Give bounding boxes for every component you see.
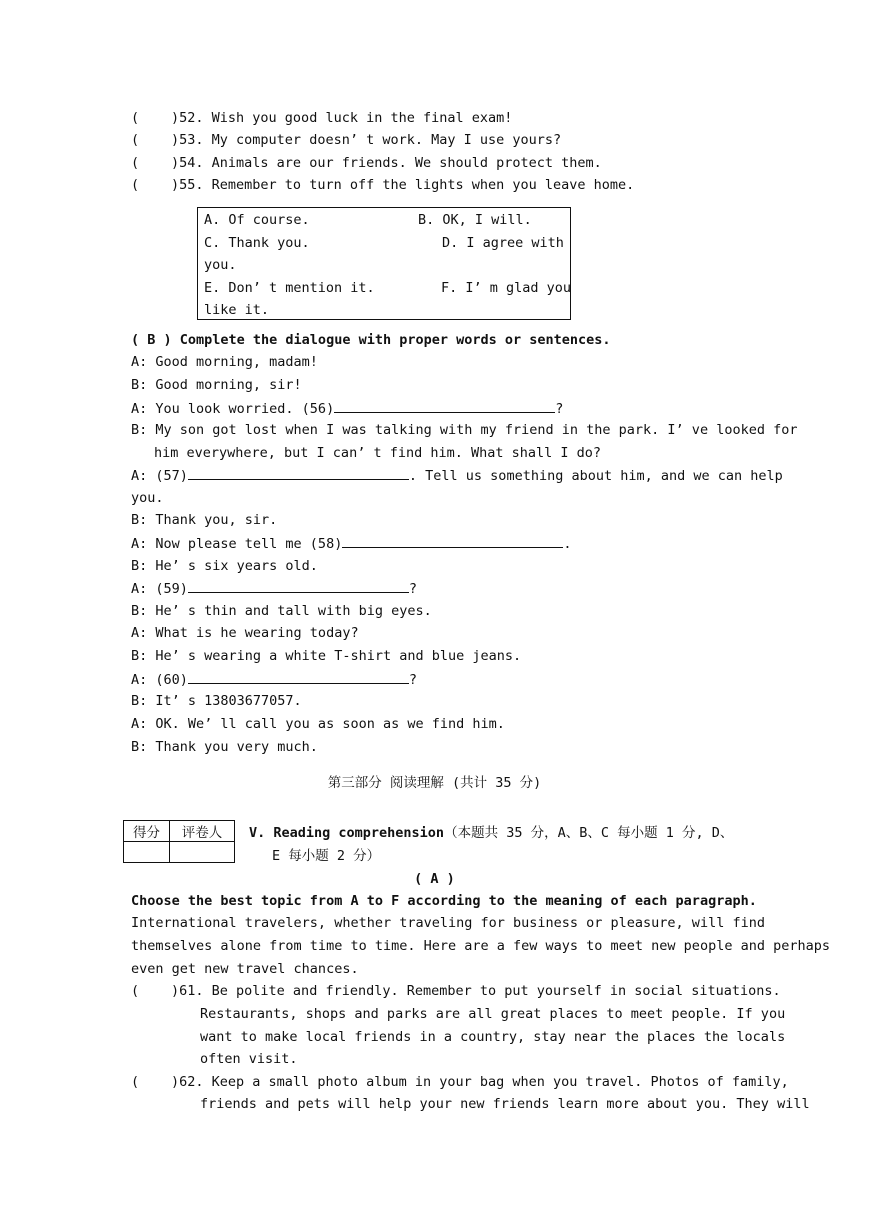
part-title: 第三部分 阅读理解 (共计 35 分) [327, 775, 542, 791]
option-d: D. I agree with [442, 235, 564, 251]
dialogue-line-59: A: (59) ? [131, 581, 418, 597]
dialogue-line-60: A: (60) ? [131, 672, 418, 688]
intro-line: even get new travel chances. [131, 961, 359, 977]
dialogue-line: B: Good morning, sir! [131, 377, 302, 393]
question-62: ( )62. Keep a small photo album in your bag when you travel. Photos of family, [131, 1074, 789, 1090]
option-e: E. Don’ t mention it. [204, 280, 375, 296]
score-table [123, 820, 235, 863]
intro-line: International travelers, whether traveling for business or pleasure, will find [131, 915, 765, 931]
grader-cell[interactable] [170, 842, 235, 863]
dialogue-line: B: He’ s six years old. [131, 558, 318, 574]
dialogue-line: you. [131, 490, 164, 506]
dialogue-line: A: What is he wearing today? [131, 625, 359, 641]
dialogue-line: A: OK. We’ ll call you as soon as we find him. [131, 716, 505, 732]
dialogue-line-57: A: (57) . Tell us something about him, and we can help [131, 468, 783, 484]
dialogue-line: B: It’ s 13803677057. [131, 693, 302, 709]
question-62-line: friends and pets will help your new friends learn more about you. They will [200, 1096, 810, 1112]
dialogue-line: him everywhere, but I can’ t find him. What shall I do? [154, 445, 602, 461]
answer-blank-59[interactable] [188, 579, 409, 593]
subsection-a: ( A ) [414, 871, 455, 887]
dialogue-line-56: A: You look worried. (56) ? [131, 401, 564, 417]
options-box [197, 207, 571, 320]
dialogue-line: B: Thank you very much. [131, 739, 318, 755]
question-52: ( )52. Wish you good luck in the final exam! [131, 110, 513, 126]
intro-line: themselves alone from time to time. Here are a few ways to meet new people and perhaps [131, 938, 830, 954]
instruction: Choose the best topic from A to F according to the meaning of each paragraph. [131, 893, 757, 909]
dialogue-line: A: Good morning, madam! [131, 354, 318, 370]
option-b: B. OK, I will. [418, 212, 532, 228]
dialogue-line: B: He’ s thin and tall with big eyes. [131, 603, 432, 619]
question-61-line: Restaurants, shops and parks are all great places to meet people. If you [200, 1006, 786, 1022]
section-b-heading: ( B ) Complete the dialogue with proper words or sentences. [131, 332, 611, 348]
dialogue-line: B: He’ s wearing a white T-shirt and blue jeans. [131, 648, 522, 664]
section-v-note: E 每小题 2 分） [272, 848, 381, 864]
option-a: A. Of course. [204, 212, 310, 228]
option-c: C. Thank you. [204, 235, 310, 251]
dialogue-line: B: My son got lost when I was talking with my friend in the park. I’ ve looked for [131, 422, 798, 438]
question-61: ( )61. Be polite and friendly. Remember to put yourself in social situations. [131, 983, 781, 999]
answer-blank-58[interactable] [342, 534, 563, 548]
grader-label: 评卷人 [170, 821, 235, 842]
score-label: 得分 [124, 821, 170, 842]
option-f-cont: like it. [204, 302, 270, 318]
option-d-cont: you. [204, 257, 237, 273]
question-54: ( )54. Animals are our friends. We should protect them. [131, 155, 602, 171]
answer-blank-60[interactable] [188, 670, 409, 684]
score-cell[interactable] [124, 842, 170, 863]
answer-blank-56[interactable] [334, 399, 555, 413]
dialogue-line: B: Thank you, sir. [131, 512, 278, 528]
question-61-line: often visit. [200, 1051, 298, 1067]
answer-blank-57[interactable] [188, 466, 409, 480]
question-61-line: want to make local friends in a country, stay near the places the locals [200, 1029, 786, 1045]
dialogue-line-58: A: Now please tell me (58) . [131, 536, 572, 552]
option-f: F. I’ m glad you [441, 280, 572, 296]
section-v-title: V. Reading comprehension（本题共 35 分，A、B、C 每小题 1 分, D、 [249, 825, 734, 841]
question-55: ( )55. Remember to turn off the lights when you leave home. [131, 177, 635, 193]
question-53: ( )53. My computer doesn’ t work. May I use yours? [131, 132, 562, 148]
